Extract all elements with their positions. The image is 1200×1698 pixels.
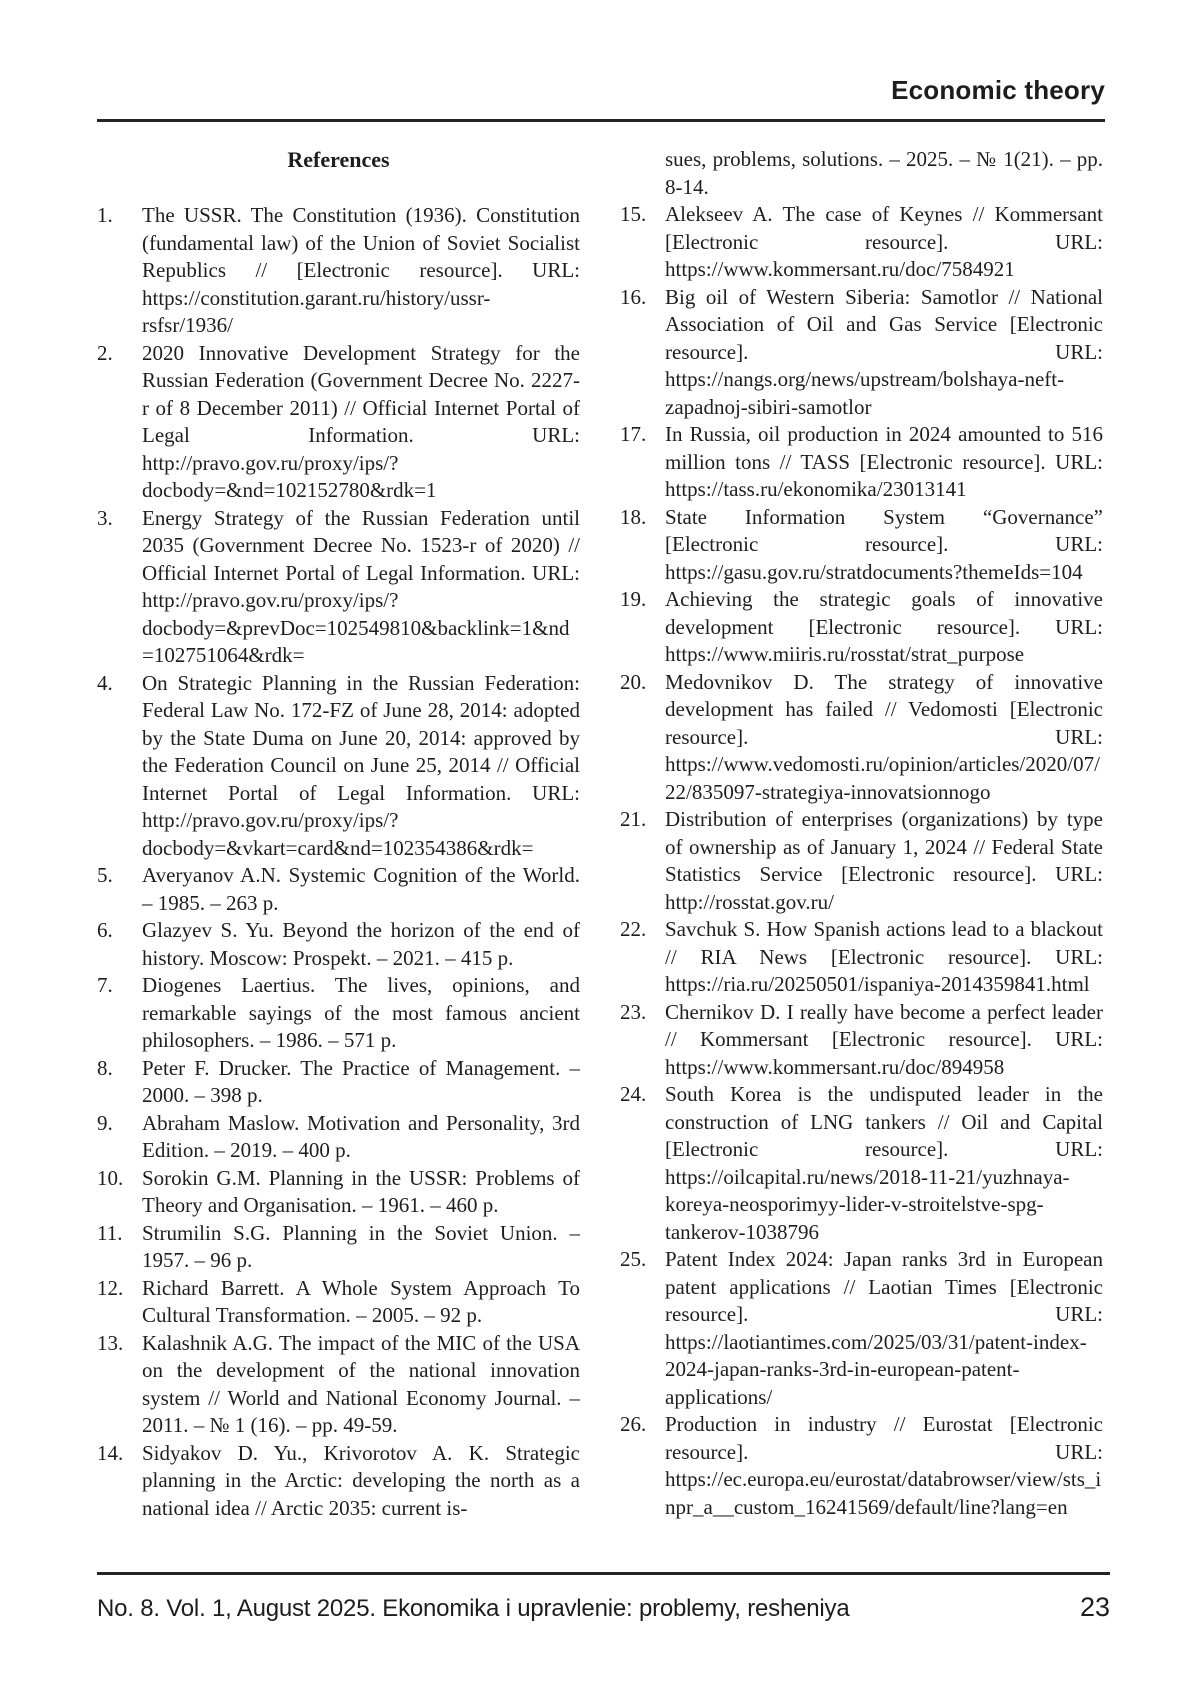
reference-item — [97, 972, 580, 1055]
references-list-right — [620, 201, 1103, 1521]
reference-text: Alekseev A. The case of Keynes // Kommersant [Electronic resource]. URL: https://www.kommersant.ru/doc/7584921 — [665, 202, 1103, 281]
reference-text: Kalashnik A.G. The impact of the MIC of the USA on the development of the national innovation system // World and National Economy Journal. – 2011. – № 1 (16). – pp. 49-59. — [142, 1330, 580, 1437]
reference-number: 20. — [620, 669, 647, 694]
reference-text: Richard Barrett. A Whole System Approach To Cultural Transformation. – 2005. – 92 p. — [142, 1275, 580, 1327]
reference-number: 3. — [97, 505, 113, 530]
reference-item — [97, 917, 580, 972]
reference-text: Sorokin G.M. Planning in the USSR: Problems of Theory and Organisation. – 1961. – 460 p. — [142, 1165, 580, 1217]
reference-item — [620, 284, 1103, 422]
reference-text: On Strategic Planning in the Russian Federation: Federal Law No. 172-FZ of June 28, 2014: adopted by the State Duma on June 20, 2014: approved by the Federation Council on June 25, 2014 // Official Internet Portal of Legal Information. URL: http://pravo.gov.ru/proxy/ips/?docbody=&vkart=card&nd=102354386&rdk= — [142, 670, 580, 860]
reference-number: 16. — [620, 284, 647, 309]
reference-text: Peter F. Drucker. The Practice of Management. – 2000. – 398 p. — [142, 1055, 580, 1107]
reference-item — [620, 1411, 1103, 1521]
reference-item — [97, 1330, 580, 1440]
page-number: 23 — [1079, 1592, 1110, 1622]
references-heading: References — [287, 147, 390, 172]
reference-item — [620, 504, 1103, 587]
reference-text: Achieving the strategic goals of innovative development [Electronic resource]. URL: https://www.miiris.ru/rosstat/strat_purpose — [665, 587, 1103, 666]
references-columns — [97, 146, 1103, 1570]
reference-text: Distribution of enterprises (organizations) by type of ownership as of January 1, 2024 // Federal State Statistics Service [Electronic resource]. URL: http://rosstat.gov.ru/ — [665, 807, 1103, 914]
reference-number: 7. — [97, 973, 113, 997]
reference-continuation-text: sues, problems, solutions. – 2025. – № 1(21). – pp. 8-14. — [665, 147, 1103, 199]
reference-number: 17. — [620, 422, 647, 446]
reference-text: Diogenes Laertius. The lives, opinions, and remarkable sayings of the most famous ancient philosophers. – 1986. – 571 p. — [142, 973, 580, 1052]
reference-number: 13. — [97, 1330, 124, 1355]
reference-number: 22. — [620, 917, 647, 941]
page-header — [97, 0, 1105, 122]
reference-item — [97, 340, 580, 505]
reference-text: Production in industry // Eurostat [Electronic resource]. URL: https://ec.europa.eu/eurostat/databrowser/view/sts_inpr_a__custom_16241569/default/line?lang=en — [665, 1412, 1103, 1519]
reference-number: 14. — [97, 1440, 124, 1465]
reference-number: 10. — [97, 1165, 124, 1190]
reference-item — [97, 202, 580, 340]
reference-text: Chernikov D. I really have become a perfect leader // Kommersant [Electronic resource]. URL: https://www.kommersant.ru/doc/894958 — [665, 999, 1103, 1079]
reference-item — [620, 586, 1103, 669]
reference-text: Strumilin S.G. Planning in the Soviet Union. – 1957. – 96 p. — [142, 1220, 580, 1272]
header-rule — [97, 119, 1105, 122]
reference-item — [97, 1220, 580, 1275]
reference-item — [97, 670, 580, 863]
journal-issue-info: No. 8. Vol. 1, August 2025. Ekonomika i upravlenie: problemy, resheniya — [97, 1595, 850, 1622]
reference-number: 2. — [97, 340, 113, 365]
reference-number: 21. — [620, 807, 647, 831]
reference-item — [97, 1165, 580, 1220]
reference-text: Glazyev S. Yu. Beyond the horizon of the end of history. Moscow: Prospekt. – 2021. – 415 p. — [142, 918, 580, 970]
reference-item — [620, 201, 1103, 284]
reference-text: Averyanov A.N. Systemic Cognition of the World. – 1985. – 263 p. — [142, 863, 580, 915]
reference-item — [620, 916, 1103, 999]
reference-item — [620, 1081, 1103, 1246]
reference-number: 15. — [620, 202, 647, 226]
references-list-left — [97, 202, 580, 1522]
reference-number: 12. — [97, 1275, 124, 1300]
reference-item — [97, 505, 580, 670]
reference-text: The USSR. The Constitution (1936). Constitution (fundamental law) of the Union of Soviet Socialist Republics // [Electronic resource]. URL: https://constitution.garant.ru/history/ussr-rsfsr/1936/ — [142, 203, 580, 337]
reference-item — [97, 1110, 580, 1165]
reference-text: Patent Index 2024: Japan ranks 3rd in European patent applications // Laotian Times [Electronic resource]. URL: https://laotiantimes.com/2025/03/31/patent-index-2024-japan-ranks-3rd-in-european-patent-applications/ — [665, 1247, 1103, 1409]
reference-number: 18. — [620, 504, 647, 529]
reference-number: 9. — [97, 1110, 113, 1135]
footer-rule — [97, 1572, 1110, 1575]
reference-item — [97, 862, 580, 917]
reference-text: 2020 Innovative Development Strategy for the Russian Federation (Government Decree No. 2227-r of 8 December 2011) // Official Internet Portal of Legal Information. URL: http://pravo.gov.ru/proxy/ips/?docbody=&nd=102152780&rdk=1 — [142, 340, 580, 502]
reference-number: 24. — [620, 1082, 647, 1106]
running-head-section-title: Economic theory — [891, 75, 1105, 105]
left-column — [97, 146, 580, 1570]
reference-text: Medovnikov D. The strategy of innovative development has failed // Vedomosti [Electronic resource]. URL: https://www.vedomosti.ru/opinion/articles/2020/07/22/835097-strategiya-innovatsionnogo — [665, 669, 1103, 804]
reference-text: Sidyakov D. Yu., Krivorotov A. K. Strategic planning in the Arctic: developing the north as a national idea // Arctic 2035: current is- — [142, 1440, 580, 1520]
reference-number: 23. — [620, 999, 647, 1024]
reference-item — [620, 421, 1103, 504]
reference-item — [620, 806, 1103, 916]
reference-number: 26. — [620, 1412, 647, 1436]
reference-item — [97, 1055, 580, 1110]
footer-row — [97, 1592, 1110, 1623]
reference-text: Abraham Maslow. Motivation and Personality, 3rd Edition. – 2019. – 400 p. — [142, 1110, 580, 1162]
reference-text: Big oil of Western Siberia: Samotlor // National Association of Oil and Gas Service [Electronic resource]. URL: https://nangs.org/news/upstream/bolshaya-neft-zapadnoj-sibiri-samotlor — [665, 284, 1103, 419]
reference-text: Energy Strategy of the Russian Federation until 2035 (Government Decree No. 1523-r of 2020) // Official Internet Portal of Legal Information. URL: http://pravo.gov.ru/proxy/ips/?docbody=&prevDoc=102549810&backlink=1&nd=102751064&rdk= — [142, 505, 580, 667]
reference-item — [620, 999, 1103, 1082]
reference-item — [97, 1275, 580, 1330]
reference-number: 8. — [97, 1055, 113, 1080]
reference-text: Savchuk S. How Spanish actions lead to a blackout // RIA News [Electronic resource]. URL: https://ria.ru/20250501/ispaniya-2014359841.html — [665, 917, 1103, 996]
reference-number: 19. — [620, 587, 647, 611]
reference-item — [620, 1246, 1103, 1411]
reference-number: 1. — [97, 203, 113, 227]
reference-item — [620, 669, 1103, 807]
reference-text: In Russia, oil production in 2024 amounted to 516 million tons // TASS [Electronic resource]. URL: https://tass.ru/ekonomika/23013141 — [665, 422, 1103, 501]
reference-number: 25. — [620, 1247, 647, 1271]
reference-number: 11. — [97, 1220, 123, 1245]
reference-text: State Information System “Governance” [Electronic resource]. URL: https://gasu.gov.ru/stratdocuments?themeIds=104 — [665, 504, 1103, 584]
reference-text: South Korea is the undisputed leader in the construction of LNG tankers // Oil and Capital [Electronic resource]. URL: https://oilcapital.ru/news/2018-11-21/yuzhnaya-koreya-neosporimyy-lider-v-stroitelstve-spg-tankerov-1038796 — [665, 1082, 1103, 1244]
reference-item — [97, 1440, 580, 1523]
reference-number: 4. — [97, 670, 113, 695]
right-column — [620, 146, 1103, 1570]
reference-number: 5. — [97, 863, 113, 887]
reference-number: 6. — [97, 918, 113, 942]
page-footer — [97, 1572, 1110, 1623]
